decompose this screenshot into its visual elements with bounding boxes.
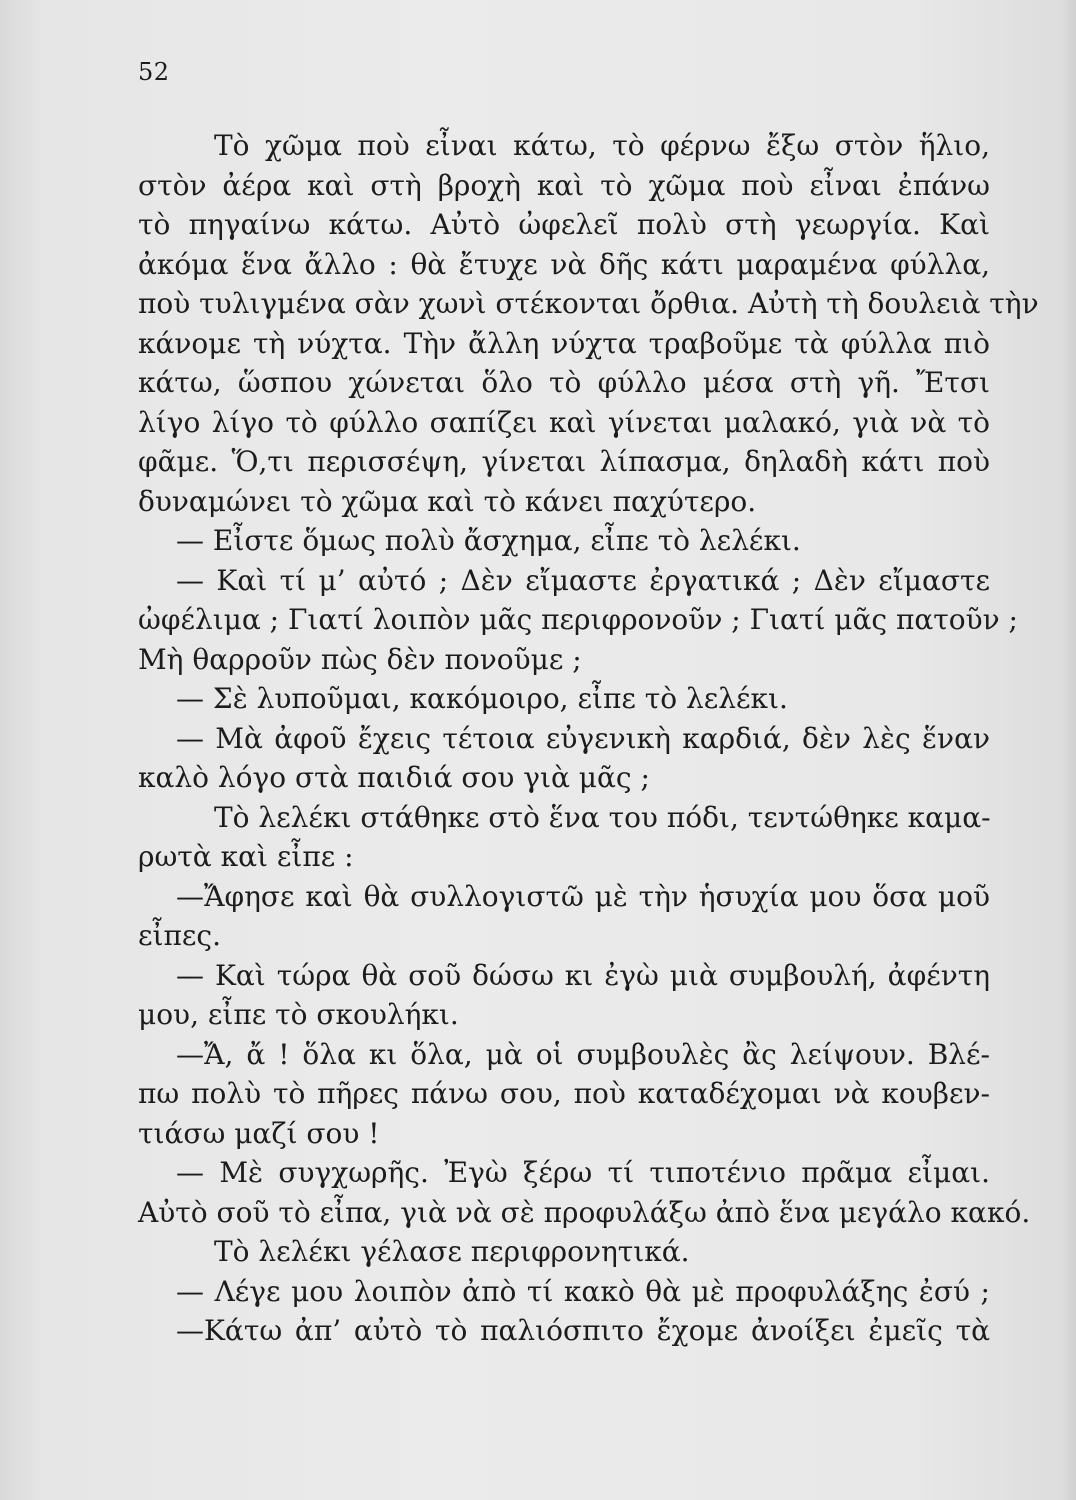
page-number: 52 bbox=[138, 58, 170, 86]
text-line: — Καὶ τί μ’ αὐτό ; Δὲν εἴμαστε ἐργατικά ; Δὲν εἴμαστε bbox=[176, 563, 990, 597]
text-line: ποὺ τυλιγμένα σὰν χωνὶ στέκονται ὄρθια. Αὐτὴ τὴ δουλειὰ τὴν bbox=[138, 287, 1039, 320]
text-line: πω πολὺ τὸ πῆρες πάνω σου, ποὺ καταδέχομαι νὰ κουβεν- bbox=[138, 1077, 990, 1110]
text-line: Αὐτὸ σοῦ τὸ εἶπα, γιὰ νὰ σὲ προφυλάξω ἀπὸ ἕνα μεγάλο κακό. bbox=[138, 1195, 1031, 1229]
text-line: — Σὲ λυποῦμαι, κακόμοιρο, εἶπε τὸ λελέκι. bbox=[176, 682, 788, 715]
text-line: — Καὶ τώρα θὰ σοῦ δώσω κι ἐγὼ μιὰ συμβουλή, ἀφέντη bbox=[176, 958, 990, 992]
text-line: Τὸ λελέκι στάθηκε στὸ ἕνα του πόδι, τεντώθηκε καμα- bbox=[214, 800, 991, 834]
text-line: — Μὲ συγχωρῆς. Ἐγὼ ξέρω τί τιποτένιο πρᾶμα εἶμαι. bbox=[176, 1156, 990, 1189]
text-line: ἀκόμα ἕνα ἄλλο : θὰ ἔτυχε νὰ δῆς κάτι μαραμένα φύλλα, bbox=[138, 247, 990, 281]
text-line: Τὸ λελέκι γέλασε περιφρονητικά. bbox=[214, 1235, 690, 1268]
text-line: —Ἄφησε καὶ θὰ συλλογιστῶ μὲ τὴν ἡσυχία μου ὅσα μοῦ bbox=[176, 879, 990, 913]
text-line: ρωτὰ καὶ εἶπε : bbox=[138, 840, 354, 873]
text-line: Τὸ χῶμα ποὺ εἶναι κάτω, τὸ φέρνω ἔξω στὸν ἥλιο, bbox=[214, 129, 990, 162]
text-line: κάνομε τὴ νύχτα. Τὴν ἄλλη νύχτα τραβοῦμε τὰ φύλλα πιὸ bbox=[138, 326, 990, 360]
text-line: κάτω, ὥσπου χώνεται ὅλο τὸ φύλλο μέσα στὴ γῆ. Ἔτσι bbox=[138, 366, 990, 399]
text-line: —Ἄ, ἄ ! ὅλα κι ὅλα, μὰ οἱ συμβουλὲς ἂς λείψουν. Βλέ- bbox=[176, 1037, 990, 1071]
text-line: τιάσω μαζί σου ! bbox=[138, 1116, 380, 1150]
text-line: Μὴ θαρροῦν πὼς δὲν πονοῦμε ; bbox=[138, 642, 582, 676]
text-line: μου, εἶπε τὸ σκουλήκι. bbox=[138, 998, 459, 1031]
text-line: καλὸ λόγο στὰ παιδιά σου γιὰ μᾶς ; bbox=[138, 761, 650, 794]
text-line: — Εἶστε ὅμως πολὺ ἄσχημα, εἶπε τὸ λελέκι. bbox=[176, 524, 801, 557]
text-line: — Λέγε μου λοιπὸν ἀπὸ τί κακὸ θὰ μὲ προφυλάξης ἐσύ ; bbox=[176, 1274, 990, 1308]
text-line: στὸν ἀέρα καὶ στὴ βροχὴ καὶ τὸ χῶμα ποὺ εἶναι ἐπάνω bbox=[138, 168, 990, 202]
text-line: ὠφέλιμα ; Γιατί λοιπὸν μᾶς περιφρονοῦν ; Γιατί μᾶς πατοῦν ; bbox=[138, 603, 1018, 636]
text-line: λίγο λίγο τὸ φύλλο σαπίζει καὶ γίνεται μαλακό, γιὰ νὰ τὸ bbox=[138, 405, 990, 439]
text-line: —Κάτω ἀπ’ αὐτὸ τὸ παλιόσπιτο ἔχομε ἀνοίξει ἐμεῖς τὰ bbox=[176, 1314, 990, 1347]
body-text bbox=[138, 126, 1039, 1351]
text-line: — Μὰ ἀφοῦ ἔχεις τέτοια εὐγενικὴ καρδιά, δὲν λὲς ἕναν bbox=[176, 721, 990, 755]
text-line: δυναμώνει τὸ χῶμα καὶ τὸ κάνει παχύτερο. bbox=[138, 484, 757, 518]
text-line: εἶπες. bbox=[138, 919, 221, 952]
text-line: φᾶμε. Ὅ,τι περισσέψη, γίνεται λίπασμα, δηλαδὴ κάτι ποὺ bbox=[138, 445, 990, 478]
text-line: τὸ πηγαίνω κάτω. Αὐτὸ ὠφελεῖ πολὺ στὴ γεωργία. Καὶ bbox=[138, 208, 990, 241]
page-edge-shadow bbox=[1062, 0, 1076, 1500]
